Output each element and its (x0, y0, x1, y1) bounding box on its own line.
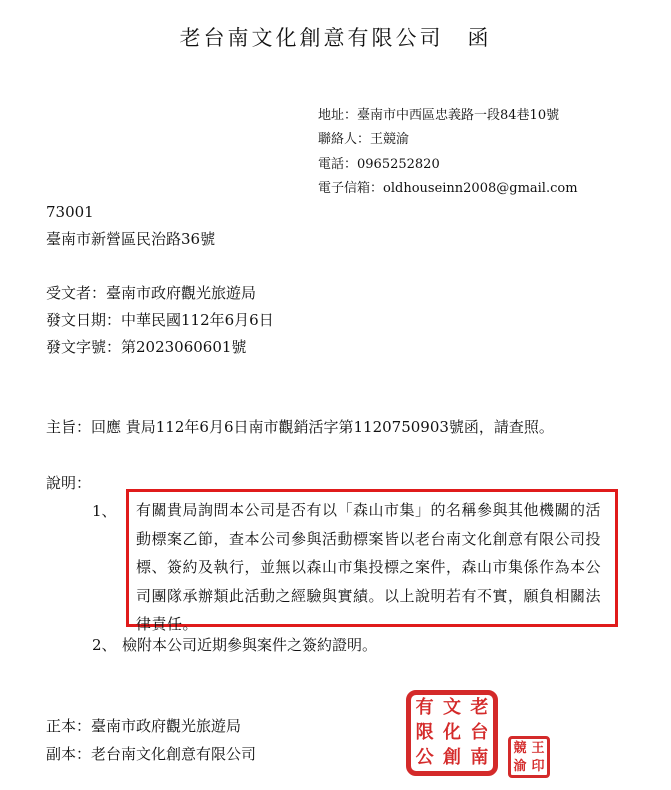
company-seal (406, 690, 498, 776)
seal-char: 化 (442, 721, 461, 743)
seal-char: 王 (531, 740, 545, 756)
recipient-postal-code: 73001 (46, 203, 94, 221)
seal-char: 競 (513, 740, 527, 756)
seal-char: 創 (442, 747, 461, 769)
document-title: 老台南文化創意有限公司 函 (179, 26, 492, 50)
seal-char: 有 (415, 696, 434, 718)
seal-char: 渝 (513, 758, 527, 774)
item-2-number: 2、 (92, 636, 117, 654)
seal-char: 限 (415, 721, 434, 743)
contact-email-label: 電子信箱： (318, 181, 384, 196)
seal-char: 老 (470, 696, 489, 718)
recipient-address: 臺南市新營區民治路36號 (46, 230, 216, 248)
distribution-copy: 副本：老台南文化創意有限公司 (46, 745, 257, 763)
seal-char: 印 (531, 758, 545, 774)
doc-number-line: 發文字號：第2023060601號 (46, 338, 247, 356)
item-1-number: 1、 (92, 502, 117, 520)
personal-seal (508, 736, 550, 778)
contact-address: 地址：臺南市中西區忠義路一段84巷10號 (318, 108, 560, 123)
contact-person: 聯絡人：王競渝 (318, 132, 410, 147)
issue-date-line: 發文日期：中華民國112年6月6日 (46, 311, 274, 329)
explanation-label: 說明： (46, 474, 92, 492)
item-1-text: 有關貴局詢問本公司是否有以「森山市集」的名稱參與其他機關的活動標案乙節，查本公司參與活動標案皆以老台南文化創意有限公司投標、簽約及執行，並無以森山市集投標之案件，森山市集係作為本公司團隊承辦類此活動之經驗與實績。以上說明若有不實，願負相關法律責任。 (136, 501, 602, 633)
seal-char: 文 (442, 696, 461, 718)
seal-char: 公 (415, 747, 434, 769)
seal-char: 台 (470, 721, 489, 743)
subject-line: 主旨：回應 貴局112年6月6日南市觀銷活字第1120750903號函，請查照。 (46, 418, 554, 436)
contact-email-row (318, 177, 578, 196)
contact-email: oldhouseinn2008@gmail.com (383, 181, 578, 196)
contact-phone: 電話：0965252820 (318, 157, 440, 172)
distribution-original: 正本：臺南市政府觀光旅遊局 (46, 717, 242, 735)
seal-char: 南 (470, 747, 489, 769)
receiver-line: 受文者：臺南市政府觀光旅遊局 (46, 284, 257, 302)
item-2-text: 檢附本公司近期參與案件之簽約證明。 (122, 636, 378, 654)
